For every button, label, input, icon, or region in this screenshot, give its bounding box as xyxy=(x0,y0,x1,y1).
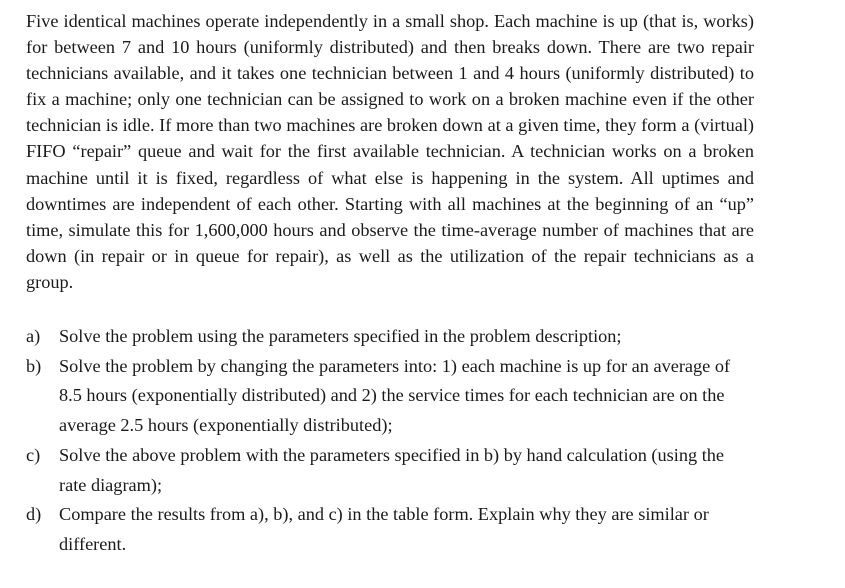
question-text: Solve the problem using the parameters specified in the problem description; xyxy=(59,326,622,346)
question-list xyxy=(26,322,754,560)
document-page xyxy=(26,8,754,554)
question-text: Compare the results from a), b), and c) in the table form. Explain why they are similar or different. xyxy=(59,504,709,554)
question-marker: c) xyxy=(26,444,41,465)
question-c xyxy=(26,441,754,500)
question-marker: a) xyxy=(26,326,41,346)
question-d xyxy=(26,500,754,559)
question-text: Solve the above problem with the parameters specified in b) by hand calculation (using the rate diagram); xyxy=(59,444,725,495)
problem-statement: Five identical machines operate independently in a small shop. Each machine is up (that is, works) for between 7 and 10 hours (uniformly distributed) and then breaks down. There are two repair technicians available, and it takes one technician between 1 and 4 hours (uniformly distributed) to fix a machine; only one technician can be assigned to work on a broken machine even if the other technician is idle. If more than two machines are broken down at a given time, they form a (virtual) FIFO “repair” queue and wait for the first available technician. A technician works on a broken machine until it is fixed, regardless of what else is happening in the system. All uptimes and downtimes are independent of each other. Starting with all machines at the beginning of an “up” time, simulate this for 1,600,000 hours and observe the time-average number of machines that are down (in repair or in queue for repair), as well as the utilization of the repair technicians as a group. xyxy=(26,11,754,292)
question-text: Solve the problem by changing the parameters into: 1) each machine is up for an average of 8.5 hours (exponentially distributed) and 2) the service times for each technician are on the average 2.5 hours (exponentially distributed); xyxy=(59,355,731,436)
question-marker: b) xyxy=(26,355,42,376)
question-b xyxy=(26,352,754,441)
question-a xyxy=(26,322,754,352)
question-marker: d) xyxy=(26,504,42,525)
